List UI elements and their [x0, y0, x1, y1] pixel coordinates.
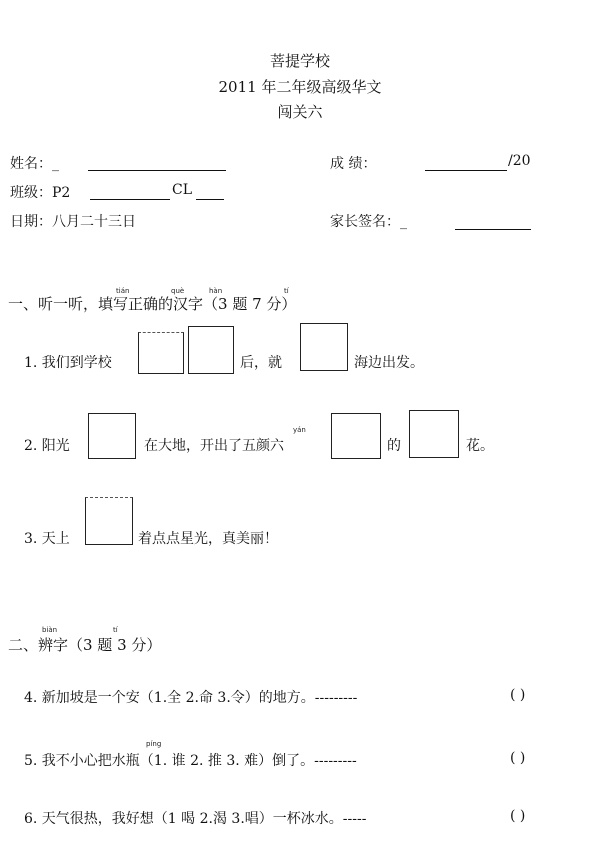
question-2-de: 的 — [387, 438, 401, 454]
class-suffix: CL — [172, 182, 193, 198]
exam-title: 2011 年二年级高级华文 — [218, 78, 382, 96]
question-1-end: 海边出发。 — [354, 355, 424, 371]
score-total: /20 — [508, 153, 531, 169]
question-4: 4. 新加坡是一个安（1.全 2.命 3.令）的地方。--------- — [24, 690, 358, 706]
pinyin-han: hàn — [209, 287, 223, 295]
school-name: 菩提学校 — [269, 52, 330, 70]
pinyin-ti: tí — [284, 287, 289, 295]
class-field[interactable] — [90, 199, 170, 200]
score-label: 成 绩： — [330, 156, 377, 172]
pinyin-bian: biàn — [42, 626, 58, 634]
class-label: 班级：P2 — [10, 185, 71, 201]
answer-box-1c[interactable] — [300, 323, 348, 371]
pinyin-tian: tián — [116, 287, 130, 295]
answer-box-1b[interactable] — [188, 326, 234, 374]
name-label: 姓名：_ — [10, 156, 59, 172]
pinyin-que: què — [171, 287, 185, 295]
section1-heading: 一、听一听，填写正确的汉字（3 题 7 分） — [8, 295, 297, 313]
question-1-middle: 后，就 — [240, 355, 282, 371]
name-field[interactable] — [88, 170, 226, 171]
parent-signature-field[interactable] — [455, 229, 531, 230]
pinyin-yan: yán — [293, 426, 306, 434]
answer-box-1a[interactable] — [138, 332, 184, 374]
section2-heading: 二、辨字（3 题 3 分） — [8, 636, 162, 654]
answer-box-2a[interactable] — [88, 413, 136, 459]
answer-6-paren[interactable]: ( ) — [510, 808, 526, 824]
question-3-end: 着点点星光，真美丽！ — [138, 531, 278, 547]
question-5: 5. 我不小心把水瓶（1. 谁 2. 推 3. 难）倒了。--------- — [24, 753, 357, 769]
score-field[interactable] — [425, 170, 507, 171]
class-suffix-field[interactable] — [196, 199, 224, 200]
answer-box-2b[interactable] — [331, 413, 381, 459]
answer-box-3a[interactable] — [85, 497, 133, 545]
answer-box-2c[interactable] — [409, 410, 459, 458]
date-label: 日期：八月二十三日 — [10, 214, 136, 230]
question-1-start: 1. 我们到学校 — [24, 355, 112, 371]
pinyin-ti-2: tí — [113, 626, 118, 634]
question-2-end: 花。 — [466, 438, 494, 454]
pinyin-ping: píng — [146, 740, 162, 748]
question-2-start: 2. 阳光 — [24, 438, 70, 454]
answer-4-paren[interactable]: ( ) — [510, 687, 526, 703]
question-2-middle: 在大地，开出了五颜六 — [144, 438, 284, 454]
question-3-start: 3. 天上 — [24, 531, 70, 547]
answer-5-paren[interactable]: ( ) — [510, 750, 526, 766]
parent-signature-label: 家长签名：_ — [330, 214, 407, 230]
lesson-title: 闯关六 — [277, 103, 323, 121]
question-6: 6. 天气很热，我好想（1 喝 2.渴 3.唱）一杯冰水。----- — [24, 811, 367, 827]
